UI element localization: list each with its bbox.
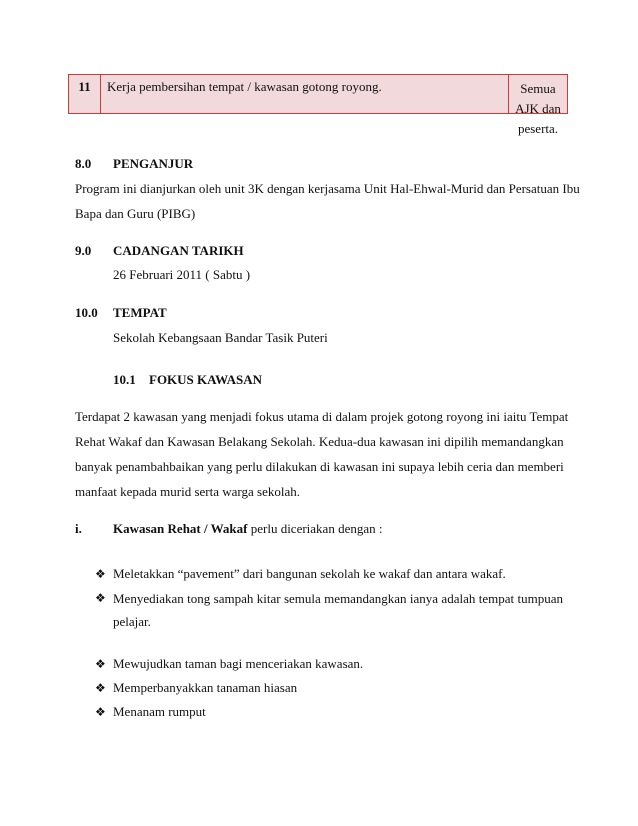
- paragraph-line-3: banyak penambahbaikan yang perlu dilakukan di kawasan ini supaya lebih ceria dan memberi: [75, 459, 564, 474]
- paragraph-line-4: manfaat kepada murid serta warga sekolah.: [75, 484, 300, 499]
- bullet-text-4: Memperbanyakkan tanaman hiasan: [113, 680, 298, 695]
- section-10-heading: TEMPAT: [113, 305, 167, 320]
- item-i-marker: i.: [75, 521, 82, 536]
- section-10-number: 10.0: [75, 305, 98, 320]
- assignee-line-1: Semua AJK dan: [515, 81, 561, 116]
- section-8-text-line-1: Program ini dianjurkan oleh unit 3K dengan kerjasama Unit Hal-Ehwal-Murid dan Persatuan Ibu: [75, 181, 580, 196]
- item-i-bold-text: Kawasan Rehat / Wakaf: [113, 521, 248, 536]
- section-9-text: 26 Februari 2011 ( Sabtu ): [113, 267, 251, 282]
- task-description: Kerja pembersihan tempat / kawasan gotong royong.: [101, 75, 509, 113]
- bullet-text-2-line-1: Menyediakan tong sampah kitar semula memandangkan ianya adalah tempat tumpuan: [113, 591, 563, 606]
- bullet-item-1: [95, 566, 506, 582]
- task-table-row: [68, 74, 568, 136]
- item-i-heading: [113, 521, 382, 537]
- bullet-text-3: Mewujudkan taman bagi menceriakan kawasan.: [113, 656, 364, 671]
- section-9-heading: CADANGAN TARIKH: [113, 243, 244, 258]
- diamond-bullet-icon: ❖: [95, 567, 106, 581]
- section-8-text-line-2: Bapa dan Guru (PIBG): [75, 206, 196, 221]
- diamond-bullet-icon: ❖: [95, 705, 106, 719]
- section-8-heading: PENGANJUR: [113, 156, 194, 171]
- section-9-number: 9.0: [75, 243, 92, 258]
- diamond-bullet-icon: ❖: [95, 657, 106, 671]
- bullet-item-3: [95, 656, 363, 672]
- diamond-bullet-icon: ❖: [95, 591, 106, 605]
- section-10-text: Sekolah Kebangsaan Bandar Tasik Puteri: [113, 330, 328, 345]
- paragraph-line-2: Rehat Wakaf dan Kawasan Belakang Sekolah. Kedua-dua kawasan ini dipilih memandangkan: [75, 434, 564, 449]
- assignee-line-2: peserta.: [517, 121, 559, 136]
- bullet-item-5: [95, 704, 206, 720]
- section-8-number: 8.0: [75, 156, 92, 171]
- bullet-text-5: Menanam rumput: [113, 704, 206, 719]
- bullet-text-2-line-2: pelajar.: [113, 614, 151, 629]
- task-number: 11: [69, 75, 101, 113]
- item-i-rest-text: perlu diceriakan dengan :: [247, 521, 383, 536]
- bullet-text-1: Meletakkan “pavement” dari bangunan sekolah ke wakaf dan antara wakaf.: [113, 566, 506, 581]
- paragraph-line-1: Terdapat 2 kawasan yang menjadi fokus utama di dalam projek gotong royong ini iaitu Tempat: [75, 409, 569, 424]
- task-assignee: [509, 75, 567, 136]
- section-10-1-number: 10.1: [113, 372, 136, 387]
- bullet-item-4: [95, 680, 297, 696]
- diamond-bullet-icon: ❖: [95, 681, 106, 695]
- section-10-1-heading: FOKUS KAWASAN: [149, 372, 263, 387]
